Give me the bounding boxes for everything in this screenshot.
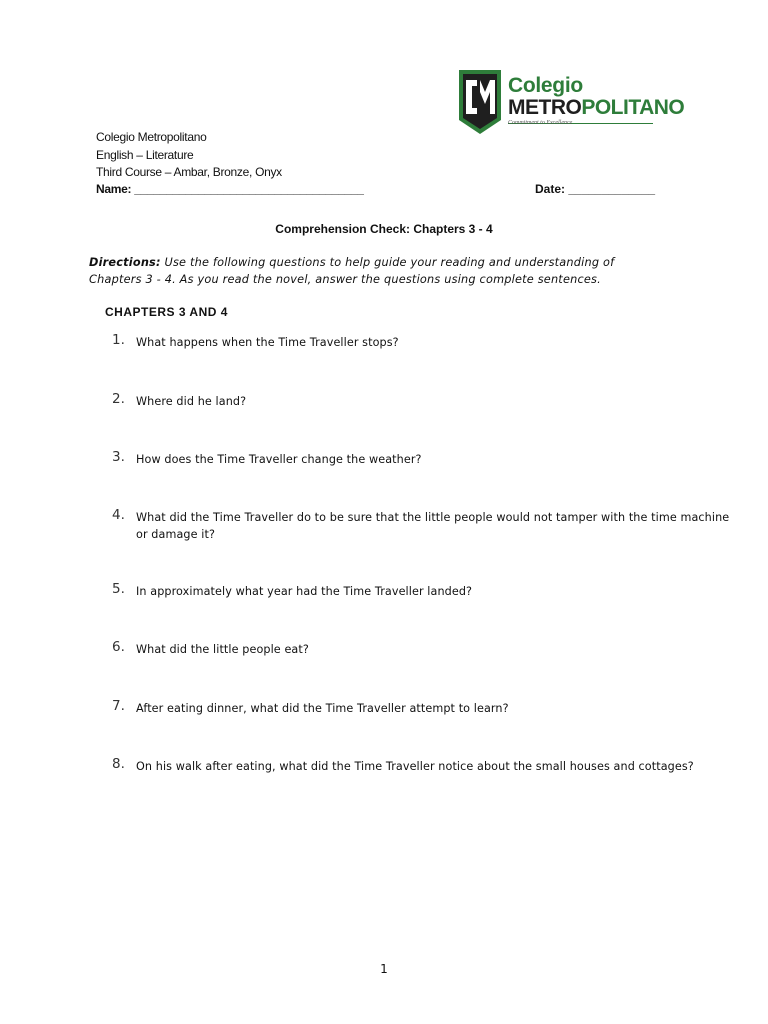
question-number: 6. [112, 639, 125, 655]
page-number: 1 [380, 962, 388, 976]
question-number: 7. [112, 698, 125, 714]
question-text: What did the little people eat? [136, 643, 309, 656]
question-text: In approximately what year had the Time Traveller landed? [136, 585, 473, 598]
question-number: 3. [112, 449, 125, 465]
question-text: How does the Time Traveller change the weather? [136, 453, 422, 466]
question-number: 2. [112, 391, 125, 407]
directions-label: Directions: [89, 256, 161, 269]
question-number: 1. [112, 332, 125, 348]
directions-text: Use the following questions to help guide your reading and understanding of Chapters 3 - 4. As you read the novel, answer the questions using complete sentences. [89, 256, 615, 286]
logo-politano: POLITANO [581, 96, 685, 119]
school-name: Colegio Metropolitano [96, 130, 207, 144]
subject: English – Literature [96, 148, 194, 162]
name-field[interactable]: Name: ____________________________________ [96, 182, 364, 196]
logo-metro: METRO [508, 96, 582, 119]
question-text: Where did he land? [136, 395, 247, 408]
date-field[interactable]: Date: _____________ [535, 182, 656, 196]
logo-tagline: Commitment to Excellence [508, 120, 573, 126]
question-number: 4. [112, 507, 125, 523]
course: Third Course – Ambar, Bronze, Onyx [96, 165, 282, 179]
logo-line2 [508, 96, 684, 120]
question-text: On his walk after eating, what did the Time Traveller notice about the small houses and cottages? [136, 760, 694, 773]
question-text: What happens when the Time Traveller stops? [136, 336, 399, 349]
question-number: 5. [112, 581, 125, 597]
question-text: After eating dinner, what did the Time Traveller attempt to learn? [136, 702, 509, 715]
section-heading: CHAPTERS 3 AND 4 [105, 305, 228, 319]
question-number: 8. [112, 756, 125, 772]
school-logo [457, 68, 507, 138]
logo-line1: Colegio [508, 74, 583, 97]
page-title: Comprehension Check: Chapters 3 - 4 [275, 222, 493, 236]
directions [89, 254, 659, 288]
question-text: What did the Time Traveller do to be sure that the little people would not tamper with the time machine or damage it? [136, 511, 730, 541]
